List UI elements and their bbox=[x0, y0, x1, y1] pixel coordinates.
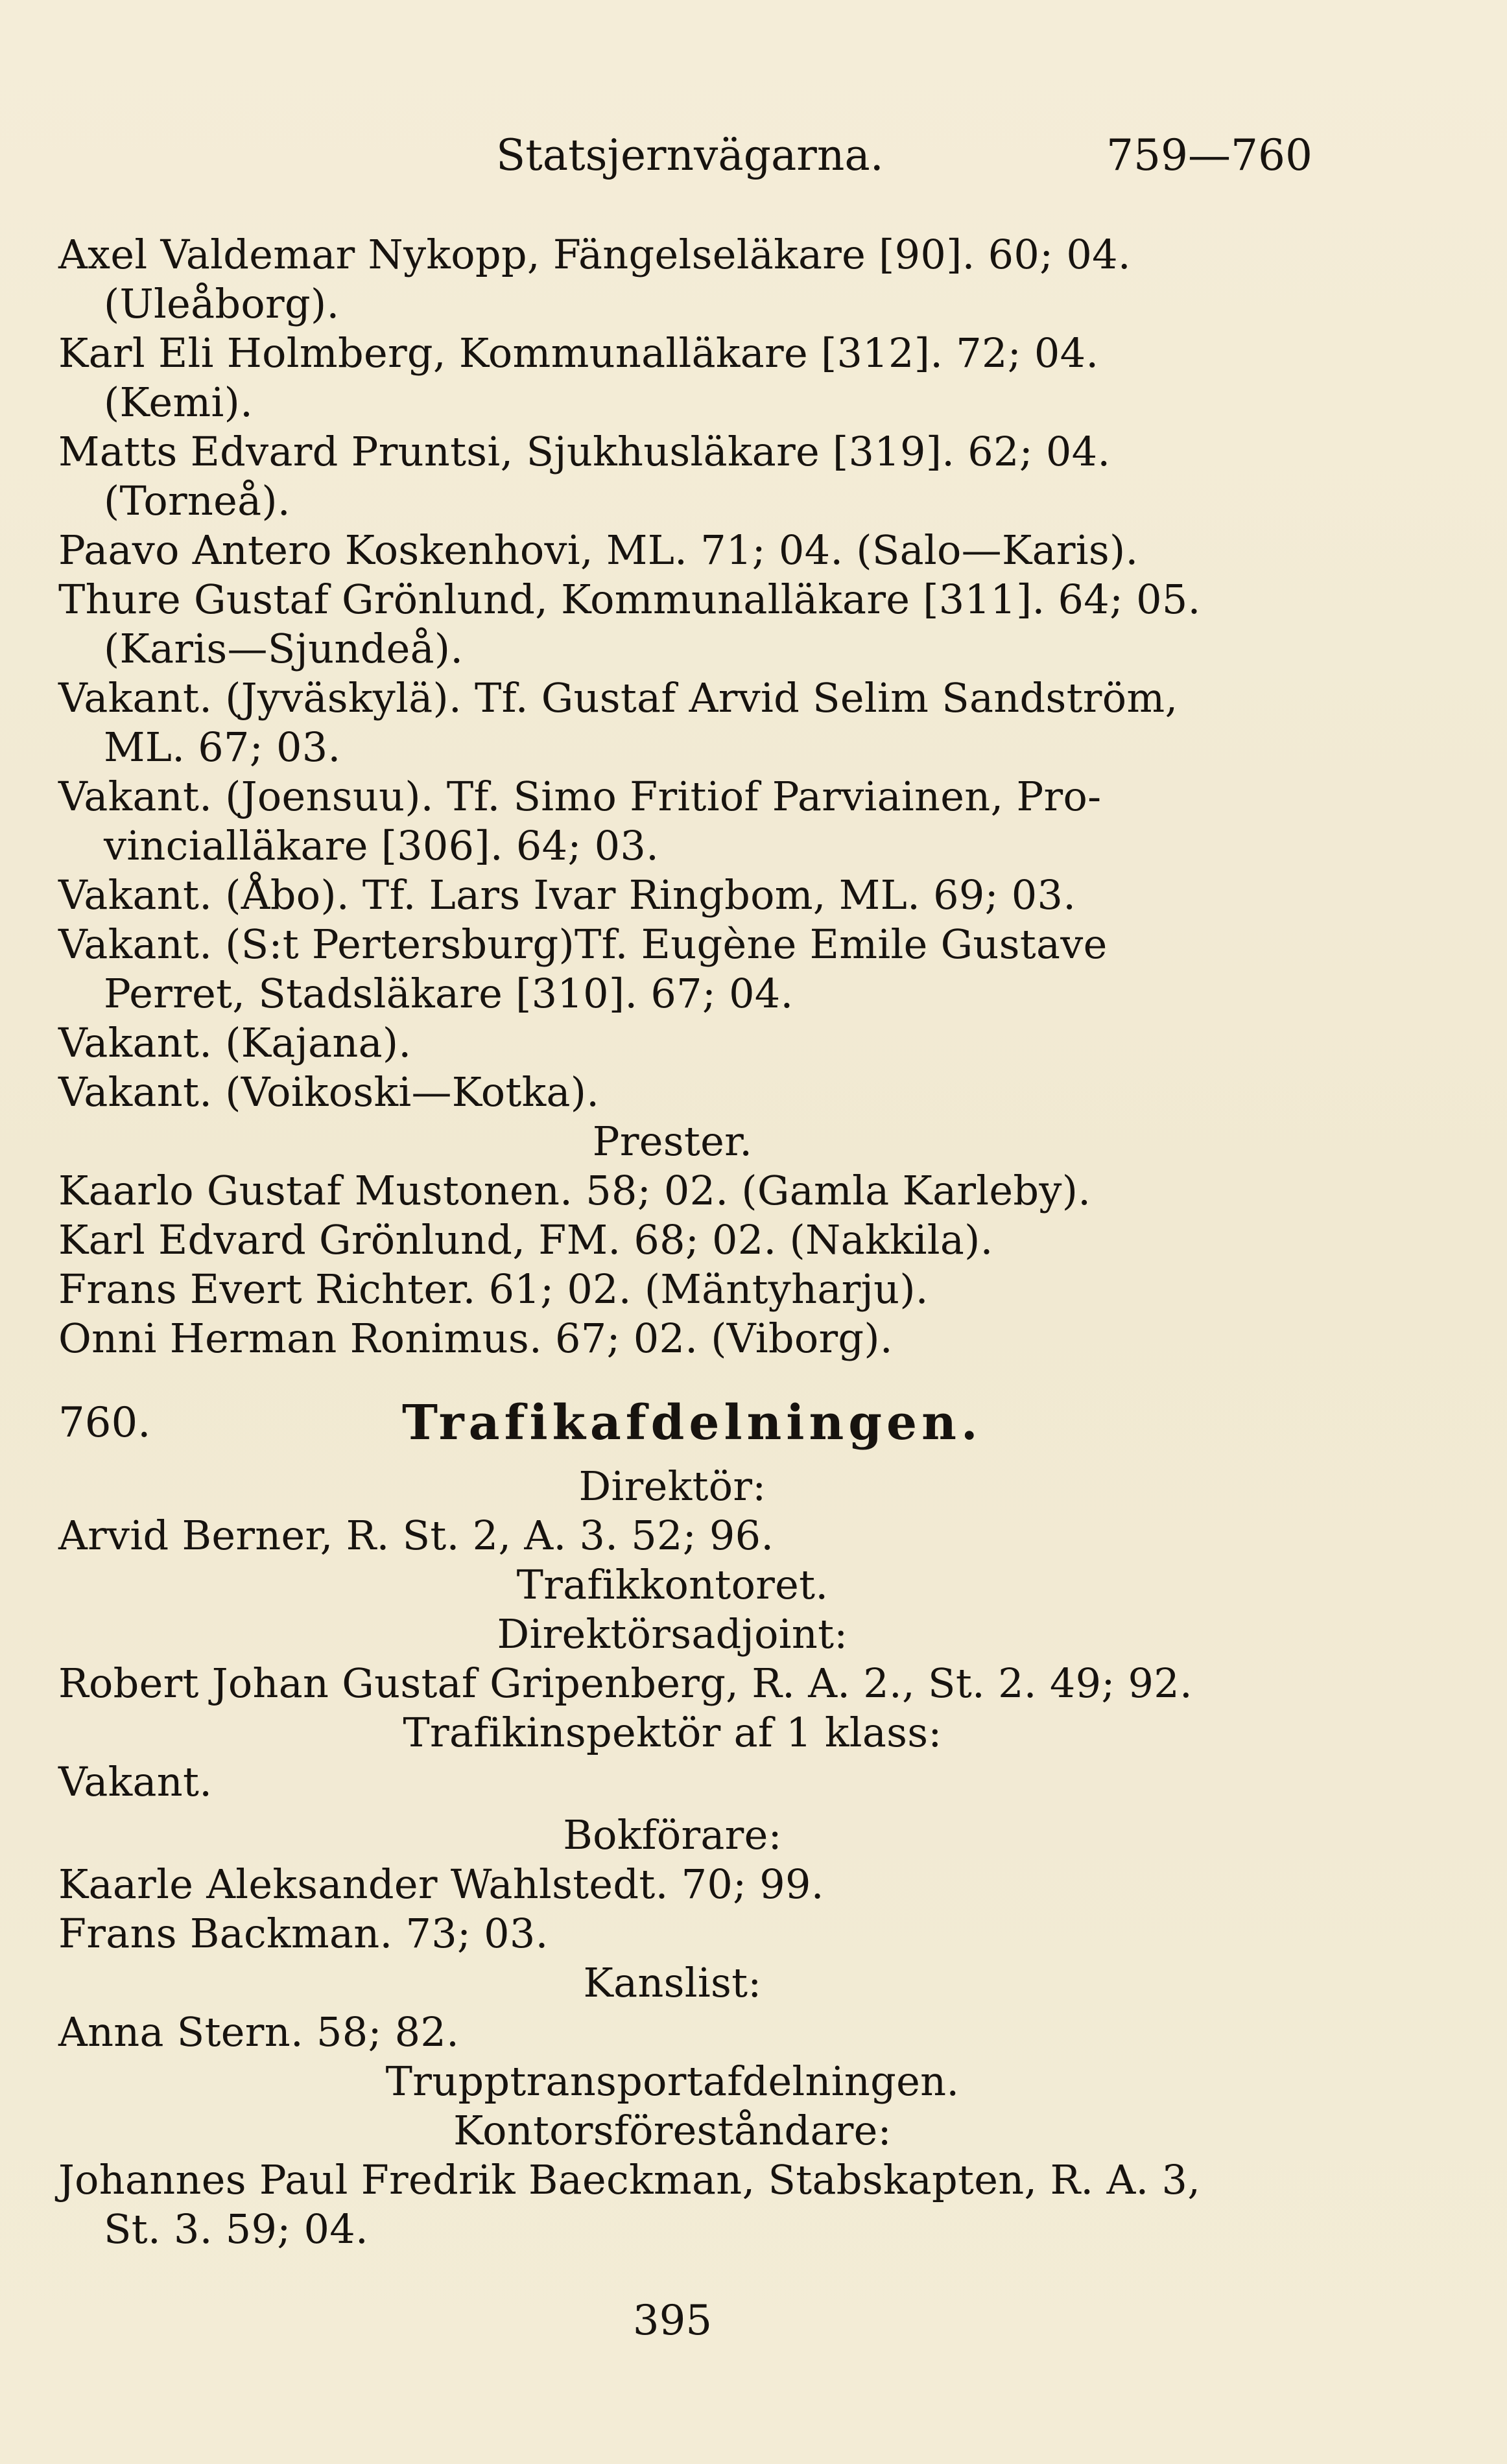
section-header bbox=[58, 1394, 1312, 1452]
entry-line: Vakant. (Kajana). bbox=[58, 1019, 412, 1066]
entry-line: Vakant. (S:t Pertersburg)Tf. Eugène Emile Gustave bbox=[58, 921, 1108, 968]
section-heading-prester: Prester. bbox=[592, 1118, 753, 1165]
header-title: Statsjernvägarna. bbox=[496, 130, 884, 180]
inspektor-heading: Trafikinspektör af 1 klass: bbox=[403, 1709, 942, 1756]
trafikkontoret-heading: Trafikkontoret. bbox=[516, 1561, 829, 1608]
page-number: 395 bbox=[632, 2297, 713, 2345]
entry-line: Matts Edvard Pruntsi, Sjukhusläkare [319]. 62; 04. bbox=[58, 428, 1111, 475]
entry-line: (Uleåborg). bbox=[104, 280, 340, 327]
bokforare-entry: Frans Backman. 73; 03. bbox=[58, 1910, 549, 1957]
prester-entry: Kaarlo Gustaf Mustonen. 58; 02. (Gamla Karleby). bbox=[58, 1167, 1091, 1214]
bokforare-entry: Kaarle Aleksander Wahlstedt. 70; 99. bbox=[58, 1860, 824, 1908]
forestandare-heading: Kontorsföreståndare: bbox=[453, 2107, 892, 2154]
forestandare-entry: St. 3. 59; 04. bbox=[104, 2205, 368, 2253]
entry-line: Paavo Antero Koskenhovi, ML. 71; 04. (Salo—Karis). bbox=[58, 526, 1139, 574]
entry-line: Karl Eli Holmberg, Kommunalläkare [312]. 72; 04. bbox=[58, 329, 1099, 377]
forestandare-entry: Johannes Paul Fredrik Baeckman, Stabskapten, R. A. 3, bbox=[58, 2156, 1201, 2203]
inspektor-entry: Vakant. bbox=[58, 1758, 213, 1805]
entry-line: Vakant. (Åbo). Tf. Lars Ivar Ringbom, ML. 69; 03. bbox=[58, 871, 1076, 919]
adjoint-heading: Direktörsadjoint: bbox=[497, 1610, 848, 1658]
header-page-range: 759—760 bbox=[1106, 130, 1312, 180]
entry-line: Vakant. (Joensuu). Tf. Simo Fritiof Parviainen, Pro- bbox=[58, 773, 1102, 820]
direktor-heading: Direktör: bbox=[578, 1462, 766, 1510]
entry-line: Axel Valdemar Nykopp, Fängelseläkare [90]. 60; 04. bbox=[58, 231, 1131, 278]
entry-line: vincialläkare [306]. 64; 03. bbox=[104, 822, 659, 869]
prester-entry: Karl Edvard Grönlund, FM. 68; 02. (Nakkila). bbox=[58, 1216, 993, 1263]
prester-entry: Frans Evert Richter. 61; 02. (Mäntyharju). bbox=[58, 1265, 929, 1313]
prester-entry: Onni Herman Ronimus. 67; 02. (Viborg). bbox=[58, 1315, 893, 1362]
direktor-entry: Arvid Berner, R. St. 2, A. 3. 52; 96. bbox=[58, 1512, 774, 1559]
entry-line: (Karis—Sjundeå). bbox=[104, 625, 464, 672]
adjoint-entry: Robert Johan Gustaf Gripenberg, R. A. 2., St. 2. 49; 92. bbox=[58, 1660, 1193, 1707]
section-title: Trafikafdelningen. bbox=[402, 1395, 982, 1451]
entry-line: Vakant. (Voikoski—Kotka). bbox=[58, 1068, 600, 1116]
kanslist-heading: Kanslist: bbox=[583, 1959, 762, 2006]
bokforare-heading: Bokförare: bbox=[563, 1811, 782, 1859]
entry-line: ML. 67; 03. bbox=[104, 723, 341, 771]
entry-line: (Kemi). bbox=[104, 379, 254, 426]
kanslist-entry: Anna Stern. 58; 82. bbox=[58, 2008, 460, 2056]
entry-line: Vakant. (Jyväskylä). Tf. Gustaf Arvid Selim Sandström, bbox=[58, 674, 1178, 722]
entry-line: (Torneå). bbox=[104, 477, 291, 524]
entry-line: Thure Gustaf Grönlund, Kommunalläkare [311]. 64; 05. bbox=[58, 576, 1201, 623]
section-number: 760. bbox=[58, 1399, 151, 1447]
running-header bbox=[496, 130, 1312, 182]
entry-line: Perret, Stadsläkare [310]. 67; 04. bbox=[104, 970, 794, 1017]
trupptransport-heading: Trupptransportafdelningen. bbox=[385, 2058, 960, 2105]
